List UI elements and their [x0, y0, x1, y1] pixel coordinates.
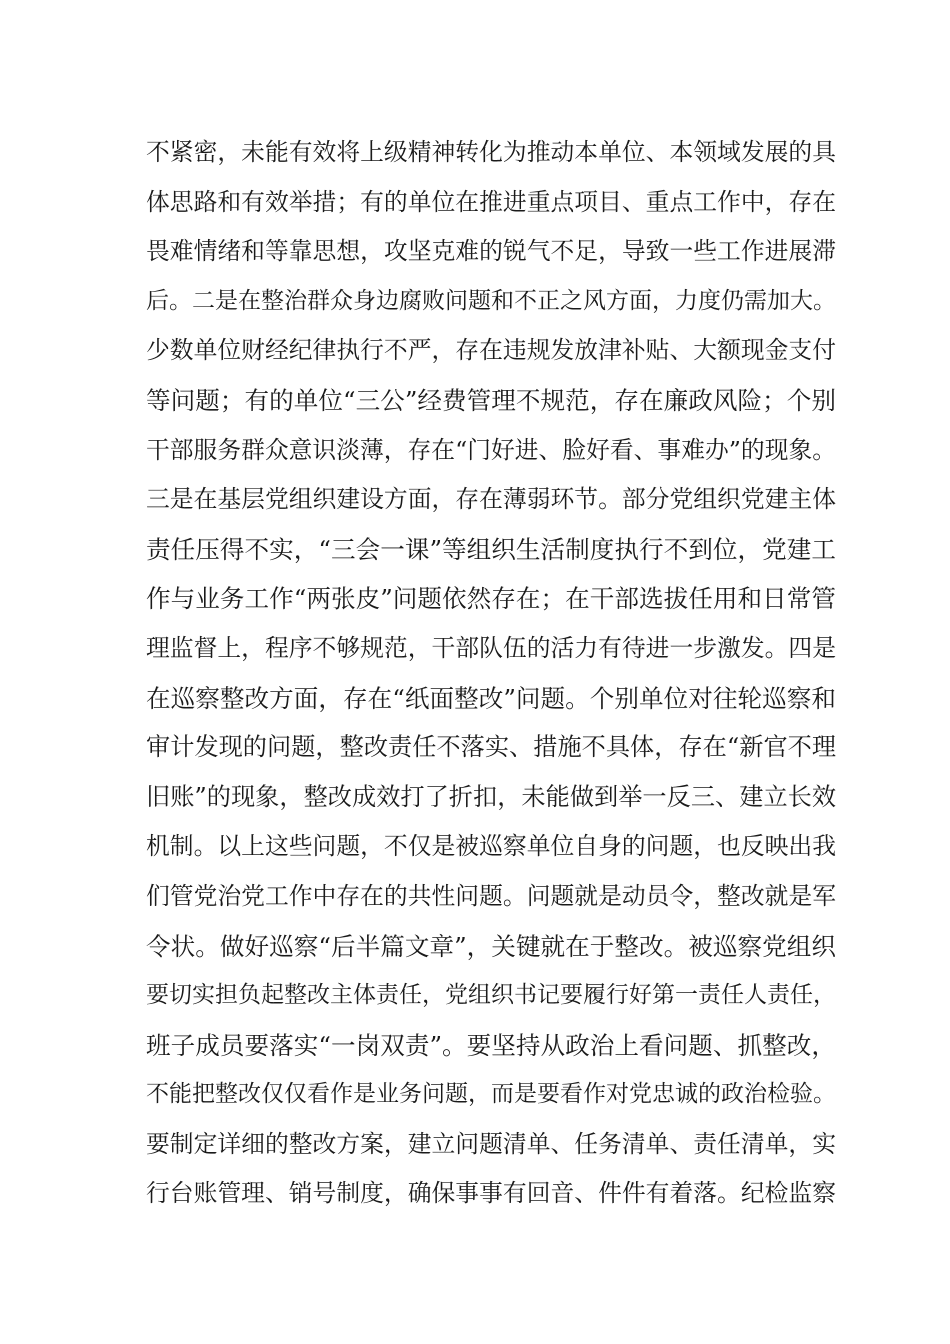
text-line-3: 畏难情绪和等靠思想，攻坚克难的锐气不足，导致一些工作进展滞 [146, 237, 836, 266]
text-line-17: 令状。做好巡察“后半篇文章”，关键就在于整改。被巡察党组织 [146, 931, 836, 961]
text-line-13: 审计发现的问题，整改责任不落实、措施不具体，存在“新官不理 [146, 733, 837, 762]
text-line-2: 体思路和有效举措；有的单位在推进重点项目、重点工作中，存在 [146, 187, 836, 216]
text-line-18: 要切实担负起整改主体责任，党组织书记要履行好第一责任人责任， [146, 982, 836, 1009]
body-text [146, 128, 836, 1219]
text-line-8: 三是在基层党组织建设方面，存在薄弱环节。部分党组织党建主体 [146, 485, 836, 514]
text-line-19: 班子成员要落实“一岗双责”。要坚持从政治上看问题、抓整改， [146, 1030, 836, 1060]
text-line-20: 不能把整改仅仅看作是业务问题，而是要看作对党忠诚的政治检验。 [146, 1081, 836, 1108]
text-line-12: 在巡察整改方面，存在“纸面整改”问题。个别单位对往轮巡察和 [146, 683, 836, 713]
text-line-16: 们管党治党工作中存在的共性问题。问题就是动员令，整改就是军 [146, 881, 836, 910]
text-line-1: 不紧密，未能有效将上级精神转化为推动本单位、本领域发展的具 [146, 138, 836, 166]
text-line-5: 少数单位财经纪律执行不严，存在违规发放津补贴、大额现金支付 [146, 336, 836, 365]
text-line-22: 行台账管理、销号制度，确保事事有回音、件件有着落。纪检监察 [146, 1179, 836, 1208]
text-line-6: 等问题；有的单位“三公”经费管理不规范，存在廉政风险；个别 [146, 385, 836, 415]
text-line-15: 机制。以上这些问题，不仅是被巡察单位自身的问题，也反映出我 [146, 832, 836, 861]
text-line-21: 要制定详细的整改方案，建立问题清单、任务清单、责任清单，实 [146, 1129, 836, 1158]
text-line-14: 旧账”的现象，整改成效打了折扣，未能做到举一反三、建立长效 [146, 782, 837, 811]
text-line-11: 理监督上，程序不够规范，干部队伍的活力有待进一步激发。四是 [146, 633, 836, 662]
text-line-9: 责任压得不实，“三会一课”等组织生活制度执行不到位，党建工 [146, 534, 836, 564]
text-line-4: 后。二是在整治群众身边腐败问题和不正之风方面，力度仍需加大。 [146, 287, 836, 314]
text-line-7: 干部服务群众意识淡薄，存在“门好进、脸好看、事难办”的现象。 [146, 435, 836, 464]
text-line-10: 作与业务工作“两张皮”问题依然存在；在干部选拔任用和日常管 [146, 584, 836, 614]
